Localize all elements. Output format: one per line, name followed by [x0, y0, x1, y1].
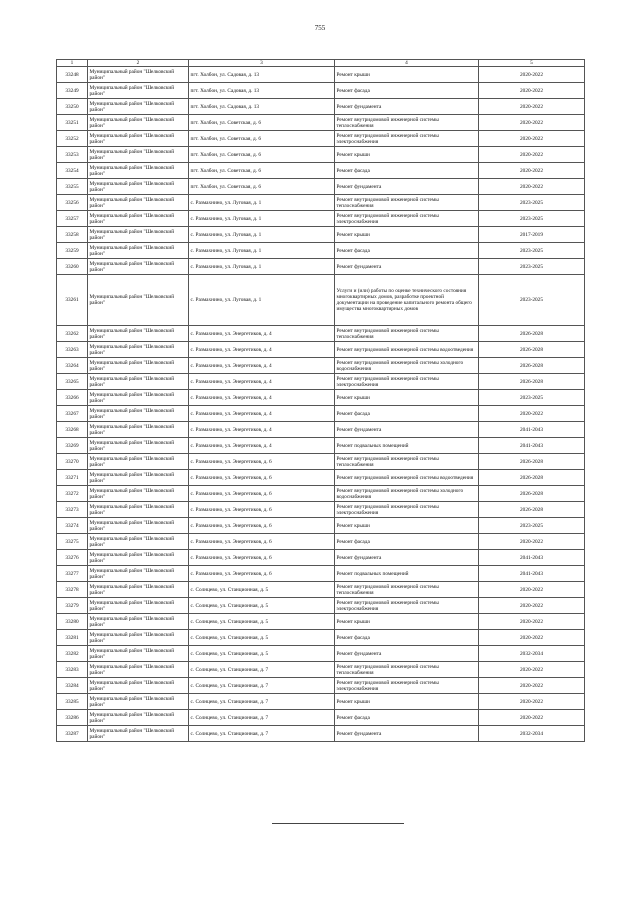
municipality-cell: Муниципальный район "Шелковский район" — [88, 582, 189, 598]
work-type-cell: Ремонт подвальных помещений — [335, 566, 479, 582]
address-cell: с. Солнцево, ул. Станционная, д. 5 — [189, 614, 335, 630]
table-row — [57, 486, 585, 502]
table-row — [57, 147, 585, 163]
table-row — [57, 115, 585, 131]
municipality-cell: Муниципальный район "Шелковский район" — [88, 163, 189, 179]
period-cell: 2020-2022 — [479, 179, 585, 195]
municipality-cell: Муниципальный район "Шелковский район" — [88, 422, 189, 438]
period-cell: 2023-2025 — [479, 243, 585, 259]
table-row — [57, 534, 585, 550]
work-type-cell: Ремонт подвальных помещений — [335, 438, 479, 454]
period-cell: 2023-2025 — [479, 275, 585, 326]
table-row — [57, 726, 585, 742]
table-row — [57, 342, 585, 358]
municipality-cell: Муниципальный район "Шелковский район" — [88, 518, 189, 534]
table-row — [57, 646, 585, 662]
address-cell: пгт. Холбон, ул. Советская, д. 6 — [189, 115, 335, 131]
table-row — [57, 454, 585, 470]
period-cell: 2020-2022 — [479, 163, 585, 179]
work-type-cell: Ремонт внутридомовой инженерной системы теплоснабжения — [335, 326, 479, 342]
period-cell: 2020-2022 — [479, 678, 585, 694]
work-type-cell: Ремонт фасада — [335, 83, 479, 99]
row-number-cell: 33287 — [57, 726, 88, 742]
period-cell: 2041-2043 — [479, 550, 585, 566]
municipality-cell: Муниципальный район "Шелковский район" — [88, 534, 189, 550]
row-number-cell: 33271 — [57, 470, 88, 486]
work-type-cell: Ремонт внутридомовой инженерной системы электроснабжения — [335, 678, 479, 694]
row-number-cell: 33286 — [57, 710, 88, 726]
address-cell: с. Размахнино, ул. Энергетиков, д. 6 — [189, 470, 335, 486]
municipality-cell: Муниципальный район "Шелковский район" — [88, 438, 189, 454]
work-type-cell: Ремонт внутридомовой инженерной системы теплоснабжения — [335, 195, 479, 211]
address-cell: с. Размахнино, ул. Энергетиков, д. 6 — [189, 502, 335, 518]
work-type-cell: Ремонт внутридомовой инженерной системы водоотведения — [335, 470, 479, 486]
table-row — [57, 358, 585, 374]
period-cell: 2026-2028 — [479, 374, 585, 390]
address-cell: с. Размахнино, ул. Энергетиков, д. 6 — [189, 486, 335, 502]
address-cell: с. Размахнино, ул. Энергетиков, д. 4 — [189, 374, 335, 390]
row-number-cell: 33258 — [57, 227, 88, 243]
table-row — [57, 163, 585, 179]
municipality-cell: Муниципальный район "Шелковский район" — [88, 227, 189, 243]
column-number: 4 — [335, 60, 479, 67]
period-cell: 2023-2025 — [479, 211, 585, 227]
row-number-cell: 33248 — [57, 67, 88, 83]
municipality-cell: Муниципальный район "Шелковский район" — [88, 614, 189, 630]
table-row — [57, 566, 585, 582]
row-number-cell: 33282 — [57, 646, 88, 662]
period-cell: 2020-2022 — [479, 83, 585, 99]
municipality-cell: Муниципальный район "Шелковский район" — [88, 326, 189, 342]
municipality-cell: Муниципальный район "Шелковский район" — [88, 598, 189, 614]
row-number-cell: 33281 — [57, 630, 88, 646]
page-number: 755 — [314, 24, 326, 32]
period-cell: 2020-2022 — [479, 614, 585, 630]
work-type-cell: Ремонт фундамента — [335, 550, 479, 566]
table-row — [57, 275, 585, 326]
address-cell: с. Солнцево, ул. Станционная, д. 5 — [189, 646, 335, 662]
address-cell: с. Размахнино, ул. Энергетиков, д. 6 — [189, 566, 335, 582]
table-row — [57, 211, 585, 227]
address-cell: с. Размахнино, ул. Энергетиков, д. 4 — [189, 422, 335, 438]
footer-rule — [272, 823, 404, 824]
municipality-cell: Муниципальный район "Шелковский район" — [88, 662, 189, 678]
address-cell: пгт. Холбон, ул. Садовая, д. 13 — [189, 83, 335, 99]
work-type-cell: Ремонт внутридомовой инженерной системы холодного водоснабжения — [335, 486, 479, 502]
work-type-cell: Ремонт внутридомовой инженерной системы электроснабжения — [335, 374, 479, 390]
municipality-cell: Муниципальный район "Шелковский район" — [88, 470, 189, 486]
table-row — [57, 438, 585, 454]
address-cell: с. Солнцево, ул. Станционная, д. 7 — [189, 710, 335, 726]
address-cell: пгт. Холбон, ул. Советская, д. 6 — [189, 163, 335, 179]
municipality-cell: Муниципальный район "Шелковский район" — [88, 211, 189, 227]
municipality-cell: Муниципальный район "Шелковский район" — [88, 243, 189, 259]
work-type-cell: Ремонт внутридомовой инженерной системы электроснабжения — [335, 211, 479, 227]
address-cell: с. Солнцево, ул. Станционная, д. 7 — [189, 694, 335, 710]
table-row — [57, 390, 585, 406]
table-row — [57, 326, 585, 342]
work-type-cell: Ремонт фасада — [335, 534, 479, 550]
period-cell: 2041-2043 — [479, 566, 585, 582]
period-cell: 2041-2043 — [479, 438, 585, 454]
table-row — [57, 83, 585, 99]
work-type-cell: Услуги и (или) работы по оценке технического состояния многоквартирных домов, разработке проектной документации на проведение капитального ремонта общего имущества многоквартирных домов — [335, 275, 479, 326]
address-cell: с. Солнцево, ул. Станционная, д. 5 — [189, 630, 335, 646]
period-cell: 2026-2028 — [479, 486, 585, 502]
table-row — [57, 99, 585, 115]
row-number-cell: 33262 — [57, 326, 88, 342]
address-cell: с. Солнцево, ул. Станционная, д. 7 — [189, 678, 335, 694]
municipality-cell: Муниципальный район "Шелковский район" — [88, 275, 189, 326]
address-cell: с. Размахнино, ул. Энергетиков, д. 4 — [189, 406, 335, 422]
address-cell: с. Размахнино, ул. Энергетиков, д. 6 — [189, 550, 335, 566]
row-number-cell: 33279 — [57, 598, 88, 614]
row-number-cell: 33254 — [57, 163, 88, 179]
address-cell: с. Размахнино, ул. Энергетиков, д. 6 — [189, 454, 335, 470]
municipality-cell: Муниципальный район "Шелковский район" — [88, 454, 189, 470]
row-number-cell: 33266 — [57, 390, 88, 406]
municipality-cell: Муниципальный район "Шелковский район" — [88, 406, 189, 422]
row-number-cell: 33251 — [57, 115, 88, 131]
municipality-cell: Муниципальный район "Шелковский район" — [88, 374, 189, 390]
period-cell: 2020-2022 — [479, 582, 585, 598]
work-type-cell: Ремонт крыши — [335, 518, 479, 534]
row-number-cell: 33269 — [57, 438, 88, 454]
period-cell: 2032-2034 — [479, 726, 585, 742]
address-cell: пгт. Холбон, ул. Советская, д. 6 — [189, 131, 335, 147]
municipality-cell: Муниципальный район "Шелковский район" — [88, 694, 189, 710]
work-type-cell: Ремонт крыши — [335, 67, 479, 83]
row-number-cell: 33255 — [57, 179, 88, 195]
table-row — [57, 67, 585, 83]
period-cell: 2023-2025 — [479, 518, 585, 534]
period-cell: 2020-2022 — [479, 534, 585, 550]
table-row — [57, 243, 585, 259]
address-cell: с. Размахнино, ул. Энергетиков, д. 6 — [189, 534, 335, 550]
municipality-cell: Муниципальный район "Шелковский район" — [88, 83, 189, 99]
row-number-cell: 33265 — [57, 374, 88, 390]
period-cell: 2020-2022 — [479, 630, 585, 646]
table-row — [57, 227, 585, 243]
address-cell: с. Размахнино, ул. Луговая, д. 1 — [189, 227, 335, 243]
table-row — [57, 518, 585, 534]
work-type-cell: Ремонт внутридомовой инженерной системы теплоснабжения — [335, 115, 479, 131]
table-row — [57, 582, 585, 598]
period-cell: 2026-2028 — [479, 358, 585, 374]
address-cell: с. Размахнино, ул. Луговая, д. 1 — [189, 243, 335, 259]
column-number: 1 — [57, 60, 88, 67]
work-type-cell: Ремонт крыши — [335, 147, 479, 163]
address-cell: с. Размахнино, ул. Энергетиков, д. 4 — [189, 390, 335, 406]
period-cell: 2020-2022 — [479, 67, 585, 83]
work-type-cell: Ремонт крыши — [335, 227, 479, 243]
row-number-cell: 33264 — [57, 358, 88, 374]
row-number-cell: 33263 — [57, 342, 88, 358]
period-cell: 2020-2022 — [479, 662, 585, 678]
row-number-cell: 33257 — [57, 211, 88, 227]
period-cell: 2020-2022 — [479, 99, 585, 115]
row-number-cell: 33283 — [57, 662, 88, 678]
row-number-cell: 33277 — [57, 566, 88, 582]
work-type-cell: Ремонт фундамента — [335, 726, 479, 742]
column-number: 3 — [189, 60, 335, 67]
row-number-cell: 33261 — [57, 275, 88, 326]
municipality-cell: Муниципальный район "Шелковский район" — [88, 115, 189, 131]
municipality-cell: Муниципальный район "Шелковский район" — [88, 630, 189, 646]
work-type-cell: Ремонт фасада — [335, 163, 479, 179]
work-type-cell: Ремонт крыши — [335, 614, 479, 630]
table-row — [57, 550, 585, 566]
table-row — [57, 131, 585, 147]
address-cell: с. Солнцево, ул. Станционная, д. 7 — [189, 726, 335, 742]
period-cell: 2020-2022 — [479, 598, 585, 614]
row-number-cell: 33270 — [57, 454, 88, 470]
municipality-cell: Муниципальный район "Шелковский район" — [88, 131, 189, 147]
period-cell: 2026-2028 — [479, 342, 585, 358]
municipality-cell: Муниципальный район "Шелковский район" — [88, 342, 189, 358]
work-type-cell: Ремонт внутридомовой инженерной системы теплоснабжения — [335, 662, 479, 678]
table-row — [57, 195, 585, 211]
address-cell: с. Солнцево, ул. Станционная, д. 5 — [189, 582, 335, 598]
work-type-cell: Ремонт внутридомовой инженерной системы водоотведения — [335, 342, 479, 358]
municipality-cell: Муниципальный район "Шелковский район" — [88, 179, 189, 195]
work-type-cell: Ремонт фасада — [335, 243, 479, 259]
table-row — [57, 678, 585, 694]
column-number: 2 — [88, 60, 189, 67]
row-number-cell: 33249 — [57, 83, 88, 99]
row-number-cell: 33276 — [57, 550, 88, 566]
period-cell: 2023-2025 — [479, 195, 585, 211]
period-cell: 2026-2028 — [479, 470, 585, 486]
address-cell: с. Размахнино, ул. Луговая, д. 1 — [189, 211, 335, 227]
municipality-cell: Муниципальный район "Шелковский район" — [88, 358, 189, 374]
period-cell: 2026-2028 — [479, 454, 585, 470]
municipality-cell: Муниципальный район "Шелковский район" — [88, 486, 189, 502]
period-cell: 2032-2034 — [479, 646, 585, 662]
municipality-cell: Муниципальный район "Шелковский район" — [88, 195, 189, 211]
table-row — [57, 598, 585, 614]
period-cell: 2026-2028 — [479, 326, 585, 342]
municipality-cell: Муниципальный район "Шелковский район" — [88, 726, 189, 742]
table-row — [57, 710, 585, 726]
work-type-cell: Ремонт крыши — [335, 694, 479, 710]
row-number-cell: 33280 — [57, 614, 88, 630]
municipality-cell: Муниципальный район "Шелковский район" — [88, 147, 189, 163]
period-cell: 2020-2022 — [479, 710, 585, 726]
row-number-cell: 33256 — [57, 195, 88, 211]
work-type-cell: Ремонт фундамента — [335, 646, 479, 662]
work-type-cell: Ремонт внутридомовой инженерной системы электроснабжения — [335, 131, 479, 147]
address-cell: с. Размахнино, ул. Луговая, д. 1 — [189, 275, 335, 326]
address-cell: с. Размахнино, ул. Энергетиков, д. 4 — [189, 358, 335, 374]
row-number-cell: 33284 — [57, 678, 88, 694]
work-type-cell: Ремонт крыши — [335, 390, 479, 406]
address-cell: с. Размахнино, ул. Луговая, д. 1 — [189, 195, 335, 211]
table-row — [57, 470, 585, 486]
row-number-cell: 33275 — [57, 534, 88, 550]
address-cell: с. Размахнино, ул. Энергетиков, д. 4 — [189, 326, 335, 342]
work-type-cell: Ремонт внутридомовой инженерной системы холодного водоснабжения — [335, 358, 479, 374]
work-type-cell: Ремонт фундамента — [335, 179, 479, 195]
table-row — [57, 179, 585, 195]
municipality-cell: Муниципальный район "Шелковский район" — [88, 646, 189, 662]
row-number-cell: 33274 — [57, 518, 88, 534]
table-row — [57, 406, 585, 422]
table-row — [57, 614, 585, 630]
address-cell: пгт. Холбон, ул. Садовая, д. 13 — [189, 99, 335, 115]
row-number-cell: 33285 — [57, 694, 88, 710]
row-number-cell: 33260 — [57, 259, 88, 275]
work-type-cell: Ремонт внутридомовой инженерной системы теплоснабжения — [335, 454, 479, 470]
row-number-cell: 33278 — [57, 582, 88, 598]
register-table — [56, 59, 585, 742]
row-number-cell: 33253 — [57, 147, 88, 163]
period-cell: 2026-2028 — [479, 502, 585, 518]
address-cell: с. Размахнино, ул. Энергетиков, д. 4 — [189, 342, 335, 358]
table-row — [57, 502, 585, 518]
period-cell: 2020-2022 — [479, 147, 585, 163]
address-cell: с. Солнцево, ул. Станционная, д. 5 — [189, 598, 335, 614]
table-row — [57, 422, 585, 438]
work-type-cell: Ремонт фундамента — [335, 259, 479, 275]
municipality-cell: Муниципальный район "Шелковский район" — [88, 99, 189, 115]
municipality-cell: Муниципальный район "Шелковский район" — [88, 550, 189, 566]
municipality-cell: Муниципальный район "Шелковский район" — [88, 390, 189, 406]
address-cell: с. Солнцево, ул. Станционная, д. 7 — [189, 662, 335, 678]
table-row — [57, 259, 585, 275]
period-cell: 2023-2025 — [479, 390, 585, 406]
row-number-cell: 33268 — [57, 422, 88, 438]
period-cell: 2020-2022 — [479, 694, 585, 710]
address-cell: пгт. Холбон, ул. Советская, д. 6 — [189, 147, 335, 163]
work-type-cell: Ремонт внутридомовой инженерной системы теплоснабжения — [335, 582, 479, 598]
address-cell: с. Размахнино, ул. Луговая, д. 1 — [189, 259, 335, 275]
period-cell: 2020-2022 — [479, 406, 585, 422]
work-type-cell: Ремонт внутридомовой инженерной системы электроснабжения — [335, 502, 479, 518]
address-cell: пгт. Холбон, ул. Советская, д. 6 — [189, 179, 335, 195]
row-number-cell: 33252 — [57, 131, 88, 147]
municipality-cell: Муниципальный район "Шелковский район" — [88, 502, 189, 518]
municipality-cell: Муниципальный район "Шелковский район" — [88, 259, 189, 275]
address-cell: с. Размахнино, ул. Энергетиков, д. 6 — [189, 518, 335, 534]
municipality-cell: Муниципальный район "Шелковский район" — [88, 566, 189, 582]
period-cell: 2020-2022 — [479, 131, 585, 147]
work-type-cell: Ремонт фундамента — [335, 99, 479, 115]
work-type-cell: Ремонт фасада — [335, 710, 479, 726]
municipality-cell: Муниципальный район "Шелковский район" — [88, 67, 189, 83]
period-cell: 2020-2022 — [479, 115, 585, 131]
table-row — [57, 694, 585, 710]
work-type-cell: Ремонт фундамента — [335, 422, 479, 438]
table-row — [57, 374, 585, 390]
row-number-cell: 33259 — [57, 243, 88, 259]
period-cell: 2023-2025 — [479, 259, 585, 275]
table-row — [57, 630, 585, 646]
table-row — [57, 662, 585, 678]
row-number-cell: 33250 — [57, 99, 88, 115]
column-number-row — [57, 60, 585, 67]
column-number: 5 — [479, 60, 585, 67]
work-type-cell: Ремонт фасада — [335, 630, 479, 646]
municipality-cell: Муниципальный район "Шелковский район" — [88, 678, 189, 694]
municipality-cell: Муниципальный район "Шелковский район" — [88, 710, 189, 726]
row-number-cell: 33273 — [57, 502, 88, 518]
row-number-cell: 33272 — [57, 486, 88, 502]
period-cell: 2041-2043 — [479, 422, 585, 438]
row-number-cell: 33267 — [57, 406, 88, 422]
work-type-cell: Ремонт фасада — [335, 406, 479, 422]
address-cell: с. Размахнино, ул. Энергетиков, д. 4 — [189, 438, 335, 454]
address-cell: пгт. Холбон, ул. Садовая, д. 13 — [189, 67, 335, 83]
work-type-cell: Ремонт внутридомовой инженерной системы электроснабжения — [335, 598, 479, 614]
period-cell: 2017-2019 — [479, 227, 585, 243]
